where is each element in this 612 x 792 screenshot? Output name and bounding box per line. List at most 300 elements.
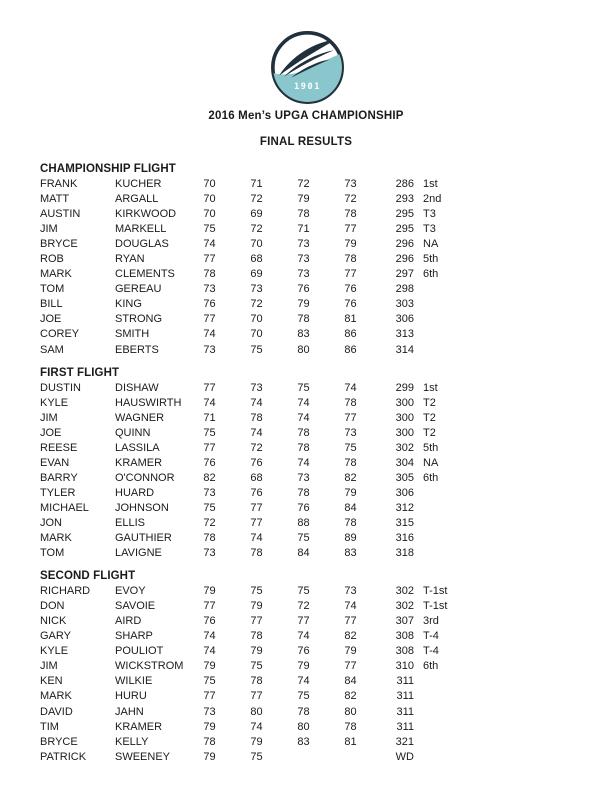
first-name-cell: JIM	[40, 223, 58, 236]
results-table	[40, 163, 580, 765]
last-name-cell: QUINN	[115, 426, 151, 439]
total-cell: 295	[395, 223, 414, 236]
place-cell: T3	[423, 223, 436, 236]
round4-cell: 78	[344, 253, 357, 266]
last-name-cell: WAGNER	[115, 411, 165, 424]
total-cell: 315	[395, 516, 414, 529]
round4-cell: 80	[344, 705, 357, 718]
first-name-cell: BRYCE	[40, 735, 78, 748]
round1-cell: 70	[203, 208, 216, 221]
total-cell: WD	[395, 750, 414, 763]
first-name-cell: MARK	[40, 690, 72, 703]
last-name-cell: WILKIE	[115, 675, 153, 688]
round3-cell: 72	[297, 178, 310, 190]
first-name-cell: KYLE	[40, 645, 69, 658]
last-name-cell: SAVOIE	[115, 600, 156, 613]
place-cell	[414, 531, 580, 546]
table-row	[40, 267, 580, 282]
round3-cell	[280, 750, 327, 765]
round1-cell: 74	[203, 645, 216, 658]
table-row	[40, 531, 580, 546]
round2-cell: 78	[250, 411, 263, 424]
table-row	[40, 441, 580, 456]
round2-cell: 77	[250, 516, 263, 529]
total-cell: 305	[395, 471, 414, 484]
round2-cell: 79	[250, 645, 263, 658]
first-name-cell: PATRICK	[40, 750, 87, 763]
round1-cell: 76	[203, 298, 216, 311]
place-cell	[414, 705, 580, 720]
flight-header: SECOND FLIGHT	[40, 570, 136, 583]
round3-cell: 79	[297, 298, 310, 311]
round1-cell: 75	[203, 426, 216, 439]
place-cell: 5th	[423, 253, 439, 266]
round3-cell: 71	[297, 223, 310, 236]
round3-cell: 79	[297, 660, 310, 673]
round4-cell: 84	[344, 501, 357, 514]
round2-cell: 77	[250, 615, 263, 628]
round1-cell: 78	[203, 268, 216, 281]
place-cell	[414, 312, 580, 327]
round1-cell: 74	[203, 396, 216, 409]
total-cell: 312	[395, 501, 414, 514]
round4-cell: 76	[344, 283, 357, 296]
total-cell: 302	[395, 600, 414, 613]
flight-rows	[40, 177, 580, 358]
round1-cell: 75	[203, 675, 216, 688]
place-cell: T3	[423, 208, 436, 221]
total-cell: 314	[395, 343, 414, 356]
first-name-cell: MARK	[40, 532, 72, 545]
last-name-cell: EVOY	[115, 585, 146, 598]
table-row	[40, 614, 580, 629]
table-row	[40, 312, 580, 327]
first-name-cell: BRYCE	[40, 238, 78, 251]
table-row	[40, 689, 580, 704]
last-name-cell: SHARP	[115, 630, 153, 643]
table-row	[40, 516, 580, 531]
place-cell: 1st	[423, 178, 438, 190]
total-cell: 302	[395, 585, 414, 598]
round3-cell: 74	[297, 630, 310, 643]
last-name-cell: DOUGLAS	[115, 238, 169, 251]
round3-cell: 74	[297, 675, 310, 688]
table-row	[40, 486, 580, 501]
round3-cell: 78	[297, 426, 310, 439]
ship-crest-icon	[269, 29, 346, 106]
page-title: 2016 Men’s UPGA CHAMPIONSHIP	[208, 110, 404, 122]
last-name-cell: MARKELL	[115, 223, 167, 236]
first-name-cell: COREY	[40, 328, 80, 341]
total-cell: 311	[396, 705, 414, 718]
total-cell: 295	[395, 208, 414, 221]
round2-cell: 79	[250, 735, 263, 748]
table-row	[40, 629, 580, 644]
round1-cell: 77	[203, 441, 216, 454]
round2-cell: 75	[250, 750, 263, 763]
round3-cell: 77	[297, 615, 310, 628]
flight-header: FIRST FLIGHT	[40, 366, 120, 379]
place-cell	[414, 689, 580, 704]
round4-cell: 77	[344, 223, 357, 236]
round2-cell: 74	[250, 396, 263, 409]
last-name-cell: KUCHER	[115, 178, 162, 190]
round1-cell: 82	[203, 471, 216, 484]
last-name-cell: KRAMER	[115, 456, 163, 469]
round3-cell: 75	[297, 585, 310, 598]
last-name-cell: KING	[115, 298, 142, 311]
first-name-cell: MICHAEL	[40, 501, 89, 514]
first-name-cell: TIM	[40, 720, 59, 733]
total-cell: 300	[395, 426, 414, 439]
round3-cell: 76	[297, 501, 310, 514]
round2-cell: 76	[250, 486, 263, 499]
place-cell: 3rd	[423, 615, 439, 628]
first-name-cell: REESE	[40, 441, 78, 454]
round2-cell: 73	[250, 381, 263, 394]
place-cell: T-1st	[423, 600, 448, 613]
round1-cell: 77	[203, 253, 216, 266]
total-cell: 303	[395, 298, 414, 311]
last-name-cell: EBERTS	[115, 343, 159, 356]
total-cell: 321	[395, 735, 414, 748]
round3-cell: 74	[297, 396, 310, 409]
round1-cell: 78	[203, 532, 216, 545]
total-cell: 299	[395, 381, 414, 394]
round2-cell: 79	[250, 600, 263, 613]
last-name-cell: GEREAU	[115, 283, 162, 296]
first-name-cell: GARY	[40, 630, 71, 643]
round2-cell: 77	[250, 690, 263, 703]
first-name-cell: TOM	[40, 547, 65, 560]
round4-cell: 81	[344, 735, 357, 748]
total-cell: 311	[396, 675, 414, 688]
place-cell: 6th	[423, 268, 439, 281]
upga-crest-logo	[269, 29, 346, 106]
table-row	[40, 501, 580, 516]
place-cell: 2nd	[423, 193, 442, 206]
round3-cell: 74	[297, 411, 310, 424]
championship-flight-section	[40, 163, 580, 358]
first-name-cell: JOE	[40, 313, 62, 326]
round1-cell: 75	[203, 223, 216, 236]
round2-cell: 74	[250, 532, 263, 545]
round4-cell: 78	[344, 516, 357, 529]
last-name-cell: POULIOT	[115, 645, 164, 658]
round2-cell: 78	[250, 675, 263, 688]
flight-rows	[40, 584, 580, 765]
place-cell	[414, 546, 580, 561]
total-cell: 300	[395, 396, 414, 409]
round2-cell: 70	[250, 238, 263, 251]
round4-cell	[327, 750, 374, 765]
place-cell: T-4	[423, 630, 439, 643]
table-row	[40, 705, 580, 720]
place-cell: NA	[423, 238, 439, 251]
first-name-cell: BARRY	[40, 471, 78, 484]
round3-cell: 80	[297, 343, 310, 356]
first-name-cell: DUSTIN	[40, 381, 81, 394]
table-row	[40, 381, 580, 396]
place-cell: 1st	[423, 381, 438, 394]
total-cell: 304	[395, 456, 414, 469]
first-name-cell: TYLER	[40, 486, 76, 499]
last-name-cell: KRAMER	[115, 720, 163, 733]
round1-cell: 74	[203, 328, 216, 341]
round2-cell: 76	[250, 456, 263, 469]
place-cell	[414, 486, 580, 501]
round1-cell: 73	[203, 547, 216, 560]
first-name-cell: JOE	[40, 426, 62, 439]
place-cell: 6th	[423, 471, 439, 484]
table-row	[40, 735, 580, 750]
round1-cell: 73	[203, 486, 216, 499]
first-name-cell: MATT	[40, 193, 70, 206]
last-name-cell: CLEMENTS	[115, 268, 175, 281]
table-row	[40, 282, 580, 297]
round4-cell: 78	[344, 396, 357, 409]
round3-cell: 78	[297, 313, 310, 326]
last-name-cell: HUARD	[115, 486, 155, 499]
round4-cell: 74	[344, 381, 357, 394]
round1-cell: 70	[203, 193, 216, 206]
last-name-cell: JAHN	[115, 705, 144, 718]
round2-cell: 73	[250, 283, 263, 296]
place-cell	[414, 735, 580, 750]
round2-cell: 69	[250, 208, 263, 221]
round3-cell: 73	[297, 471, 310, 484]
table-row	[40, 426, 580, 441]
total-cell: 302	[395, 441, 414, 454]
round1-cell: 79	[203, 660, 216, 673]
last-name-cell: HAUSWIRTH	[115, 396, 182, 409]
round3-cell: 78	[297, 486, 310, 499]
first-name-cell: ROB	[40, 253, 64, 266]
last-name-cell: JOHNSON	[115, 501, 169, 514]
first-name-cell: SAM	[40, 343, 64, 356]
last-name-cell: AIRD	[115, 615, 142, 628]
round3-cell: 74	[297, 456, 310, 469]
place-cell	[414, 327, 580, 342]
last-name-cell: KIRKWOOD	[115, 208, 177, 221]
logo-year-text: 1901	[294, 81, 321, 92]
table-row	[40, 327, 580, 342]
place-cell	[414, 501, 580, 516]
round4-cell: 82	[344, 471, 357, 484]
first-name-cell: TOM	[40, 283, 65, 296]
table-row	[40, 237, 580, 252]
total-cell: 311	[396, 720, 414, 733]
total-cell: 316	[395, 532, 414, 545]
round3-cell: 75	[297, 381, 310, 394]
first-name-cell: DAVID	[40, 705, 73, 718]
first-name-cell: RICHARD	[40, 585, 91, 598]
round3-cell: 78	[297, 441, 310, 454]
round3-cell: 76	[297, 645, 310, 658]
total-cell: 300	[395, 411, 414, 424]
round3-cell: 73	[297, 238, 310, 251]
round1-cell: 76	[203, 456, 216, 469]
round4-cell: 82	[344, 690, 357, 703]
round2-cell: 80	[250, 705, 263, 718]
round4-cell: 76	[344, 298, 357, 311]
round1-cell: 79	[203, 720, 216, 733]
table-row	[40, 750, 580, 765]
round2-cell: 72	[250, 441, 263, 454]
round4-cell: 78	[344, 456, 357, 469]
round1-cell: 79	[203, 750, 216, 763]
last-name-cell: SWEENEY	[115, 750, 171, 763]
table-row	[40, 674, 580, 689]
first-name-cell: KEN	[40, 675, 63, 688]
total-cell: 318	[395, 547, 414, 560]
round1-cell: 71	[203, 411, 216, 424]
round4-cell: 77	[344, 615, 357, 628]
first-name-cell: FRANK	[40, 178, 78, 190]
total-cell: 311	[396, 690, 414, 703]
round2-cell: 69	[250, 268, 263, 281]
round2-cell: 74	[250, 426, 263, 439]
last-name-cell: GAUTHIER	[115, 532, 172, 545]
table-row	[40, 456, 580, 471]
round2-cell: 78	[250, 547, 263, 560]
table-row	[40, 177, 580, 192]
round3-cell: 83	[297, 328, 310, 341]
round4-cell: 86	[344, 343, 357, 356]
round2-cell: 68	[250, 253, 263, 266]
round4-cell: 82	[344, 630, 357, 643]
round3-cell: 73	[297, 268, 310, 281]
first-name-cell: MARK	[40, 268, 72, 281]
table-row	[40, 396, 580, 411]
first-name-cell: JON	[40, 516, 62, 529]
table-row	[40, 207, 580, 222]
round4-cell: 75	[344, 441, 357, 454]
round2-cell: 72	[250, 298, 263, 311]
round3-cell: 78	[297, 705, 310, 718]
total-cell: 293	[395, 193, 414, 206]
place-cell: NA	[423, 456, 439, 469]
round3-cell: 75	[297, 532, 310, 545]
place-cell	[414, 282, 580, 297]
table-row	[40, 546, 580, 561]
last-name-cell: KELLY	[115, 735, 149, 748]
round4-cell: 73	[344, 426, 357, 439]
round1-cell: 77	[203, 381, 216, 394]
last-name-cell: ELLIS	[115, 516, 145, 529]
first-name-cell: NICK	[40, 615, 67, 628]
total-cell: 296	[395, 253, 414, 266]
round4-cell: 72	[344, 193, 357, 206]
round4-cell: 77	[344, 268, 357, 281]
round1-cell: 76	[203, 615, 216, 628]
place-cell	[414, 720, 580, 735]
round2-cell: 75	[250, 343, 263, 356]
table-row	[40, 659, 580, 674]
round2-cell: 71	[250, 178, 263, 190]
round3-cell: 79	[297, 193, 310, 206]
place-cell: 6th	[423, 660, 439, 673]
first-name-cell: BILL	[40, 298, 63, 311]
table-row	[40, 599, 580, 614]
place-cell	[414, 674, 580, 689]
second-flight-section	[40, 570, 580, 765]
round3-cell: 84	[297, 547, 310, 560]
table-row	[40, 192, 580, 207]
place-cell	[414, 516, 580, 531]
table-row	[40, 252, 580, 267]
round4-cell: 77	[344, 660, 357, 673]
place-cell: T2	[423, 396, 436, 409]
round1-cell: 74	[203, 238, 216, 251]
page-subtitle: FINAL RESULTS	[259, 136, 353, 148]
round4-cell: 79	[344, 238, 357, 251]
round2-cell: 72	[250, 223, 263, 236]
round2-cell: 77	[250, 501, 263, 514]
total-cell: 308	[395, 645, 414, 658]
round3-cell: 75	[297, 690, 310, 703]
round4-cell: 74	[344, 600, 357, 613]
round2-cell: 68	[250, 471, 263, 484]
round1-cell: 77	[203, 313, 216, 326]
place-cell	[414, 750, 580, 765]
round1-cell: 79	[203, 585, 216, 598]
last-name-cell: RYAN	[115, 253, 145, 266]
first-name-cell: AUSTIN	[40, 208, 81, 221]
last-name-cell: O'CONNOR	[115, 471, 175, 484]
round1-cell: 77	[203, 690, 216, 703]
table-row	[40, 720, 580, 735]
round2-cell: 78	[250, 630, 263, 643]
round1-cell: 74	[203, 630, 216, 643]
table-row	[40, 297, 580, 312]
round1-cell: 70	[203, 178, 216, 190]
first-name-cell: DON	[40, 600, 65, 613]
last-name-cell: WICKSTROM	[115, 660, 184, 673]
total-cell: 308	[395, 630, 414, 643]
place-cell: T-4	[423, 645, 439, 658]
round1-cell: 73	[203, 283, 216, 296]
total-cell: 306	[395, 313, 414, 326]
last-name-cell: SMITH	[115, 328, 150, 341]
round4-cell: 81	[344, 313, 357, 326]
round4-cell: 77	[344, 411, 357, 424]
last-name-cell: LASSILA	[115, 441, 160, 454]
round4-cell: 78	[344, 720, 357, 733]
table-row	[40, 222, 580, 237]
round3-cell: 78	[297, 208, 310, 221]
round1-cell: 73	[203, 343, 216, 356]
table-row	[40, 584, 580, 599]
flight-rows	[40, 381, 580, 562]
total-cell: 313	[395, 328, 414, 341]
table-row	[40, 343, 580, 358]
total-cell: 297	[395, 268, 414, 281]
first-name-cell: JIM	[40, 660, 58, 673]
round4-cell: 84	[344, 675, 357, 688]
round4-cell: 73	[344, 178, 357, 190]
last-name-cell: LAVIGNE	[115, 547, 162, 560]
total-cell: 286	[395, 178, 414, 190]
round3-cell: 72	[297, 600, 310, 613]
table-row	[40, 471, 580, 486]
round2-cell: 72	[250, 193, 263, 206]
round2-cell: 75	[250, 660, 263, 673]
total-cell: 298	[395, 283, 414, 296]
round3-cell: 76	[297, 283, 310, 296]
round4-cell: 86	[344, 328, 357, 341]
round2-cell: 75	[250, 585, 263, 598]
